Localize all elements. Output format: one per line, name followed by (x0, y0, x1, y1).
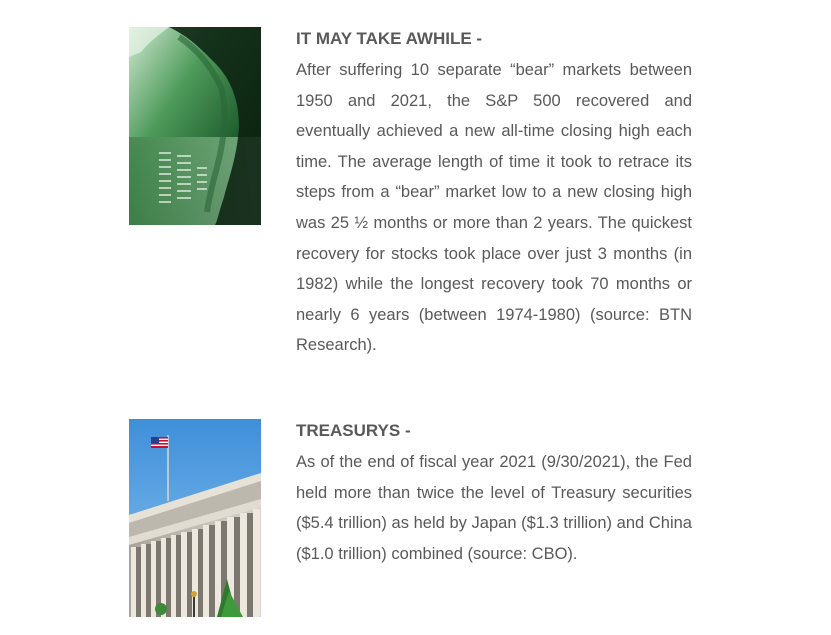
article-heading: TREASURYS - (296, 421, 411, 440)
article-heading: IT MAY TAKE AWHILE - (296, 29, 483, 48)
article-text (296, 420, 692, 569)
article-body: After suffering 10 separate “bear” markets between 1950 and 2021, the S&P 500 recovered and eventually achieved a new all-time closing high each time. The average length of time it took to retrace its steps from a “bear” market low to a new closing high was 25 ½ months or more than 2 years. The quickest recovery for stocks took place over just 3 months (in 1982) while the longest recovery took 70 months or nearly 6 years (between 1974-1980) (source: BTN Research). (296, 61, 692, 355)
us-flag-icon (151, 437, 168, 448)
article-text (296, 28, 692, 361)
finger-on-financial-page-photo (129, 27, 261, 225)
treasury-building-photo (129, 419, 261, 617)
article-body: As of the end of fiscal year 2021 (9/30/2021), the Fed held more than twice the level of Treasury securities ($5.4 trillion) as held by Japan ($1.3 trillion) and China ($1.0 trillion) combined (source: CBO). (296, 453, 692, 563)
